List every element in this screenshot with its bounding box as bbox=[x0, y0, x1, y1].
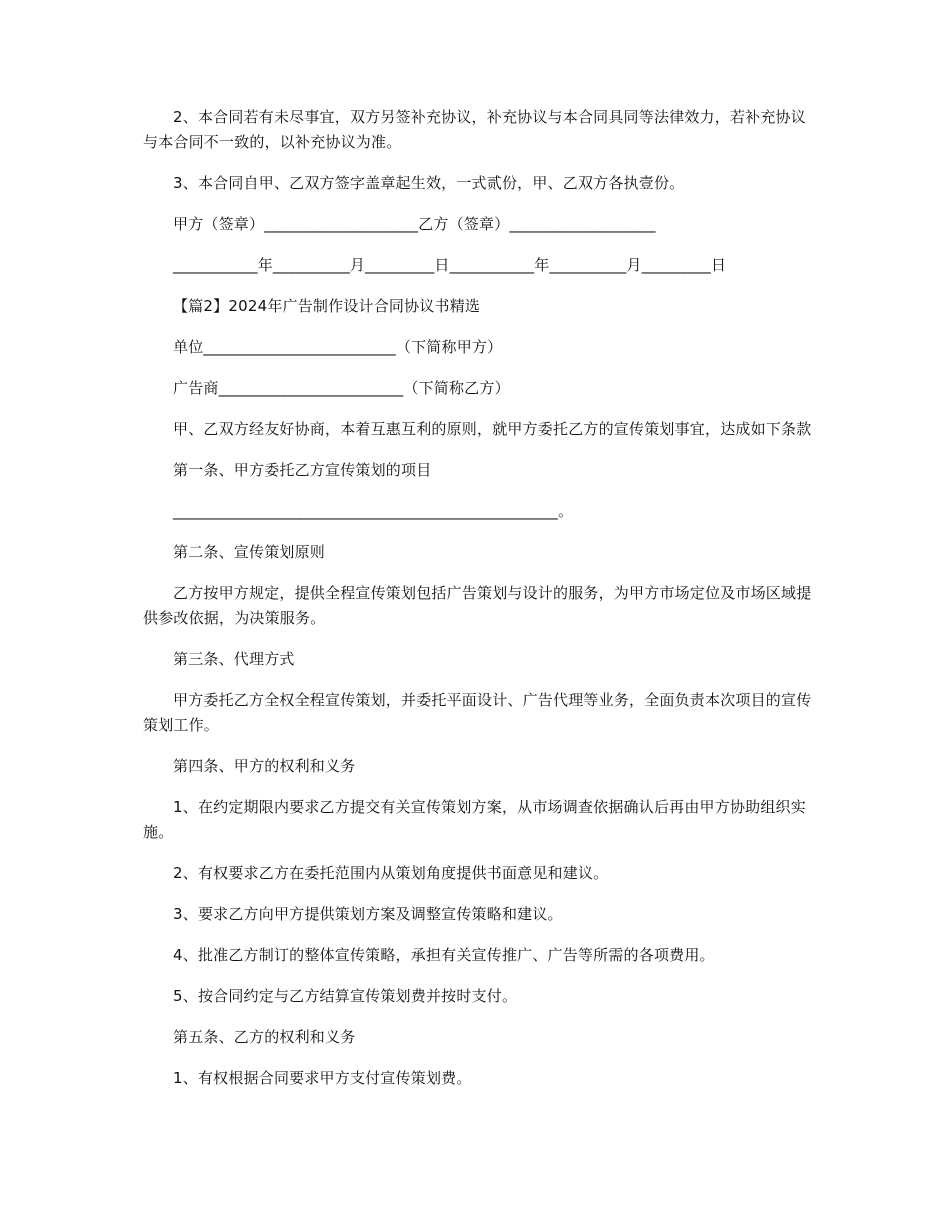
article-4-item-3: 3、要求乙方向甲方提供策划方案及调整宣传策略和建议。 bbox=[173, 905, 563, 923]
party-a-line: 单位_________________________（下简称甲方） bbox=[173, 338, 503, 356]
article-5-item-1: 1、有权根据合同要求甲方支付宣传策划费。 bbox=[173, 1069, 472, 1087]
article-1-heading: 第一条、甲方委托乙方宣传策划的项目 bbox=[173, 461, 432, 479]
document-body bbox=[143, 105, 813, 1107]
article-1-blank: __________________________________________________。 bbox=[173, 502, 574, 520]
article-3-heading: 第三条、代理方式 bbox=[173, 650, 295, 668]
party-b-line: 广告商________________________（下简称乙方） bbox=[173, 379, 510, 397]
preamble: 甲、乙双方经友好协商，本着互惠互利的原则，就甲方委托乙方的宣传策划事宜，达成如下条款 bbox=[173, 420, 812, 438]
article-2-body: 乙方按甲方规定，提供全程宣传策划包括广告策划与设计的服务，为甲方市场定位及市场区域提供参改依据，为决策服务。 bbox=[143, 584, 812, 627]
date-line: ___________年__________月_________日___________年__________月_________日 bbox=[173, 256, 727, 274]
article-2-heading: 第二条、宣传策划原则 bbox=[173, 543, 326, 561]
article-4-item-5: 5、按合同约定与乙方结算宣传策划费并按时支付。 bbox=[173, 987, 518, 1005]
section-title: 【篇2】2024年广告制作设计合同协议书精选 bbox=[173, 297, 481, 315]
article-4-item-4: 4、批准乙方制订的整体宣传策略，承担有关宣传推广、广告等所需的各项费用。 bbox=[173, 946, 715, 964]
article-3-body: 甲方委托乙方全权全程宣传策划，并委托平面设计、广告代理等业务，全面负责本次项目的宣传策划工作。 bbox=[143, 691, 812, 734]
article-4-item-1: 1、在约定期限内要求乙方提交有关宣传策划方案，从市场调查依据确认后再由甲方协助组织实施。 bbox=[143, 798, 806, 841]
article-4-heading: 第四条、甲方的权利和义务 bbox=[173, 757, 356, 775]
article-5-heading: 第五条、乙方的权利和义务 bbox=[173, 1028, 356, 1046]
signature-line: 甲方（签章）____________________乙方（签章）___________________ bbox=[173, 215, 656, 233]
clause-3-effective: 3、本合同自甲、乙双方签字盖章起生效，一式贰份，甲、乙双方各执壹份。 bbox=[173, 174, 685, 192]
clause-2-supplement: 2、本合同若有未尽事宜，双方另签补充协议，补充协议与本合同具同等法律效力，若补充协议与本合同不一致的，以补充协议为准。 bbox=[143, 108, 806, 151]
article-4-item-2: 2、有权要求乙方在委托范围内从策划角度提供书面意见和建议。 bbox=[173, 864, 609, 882]
